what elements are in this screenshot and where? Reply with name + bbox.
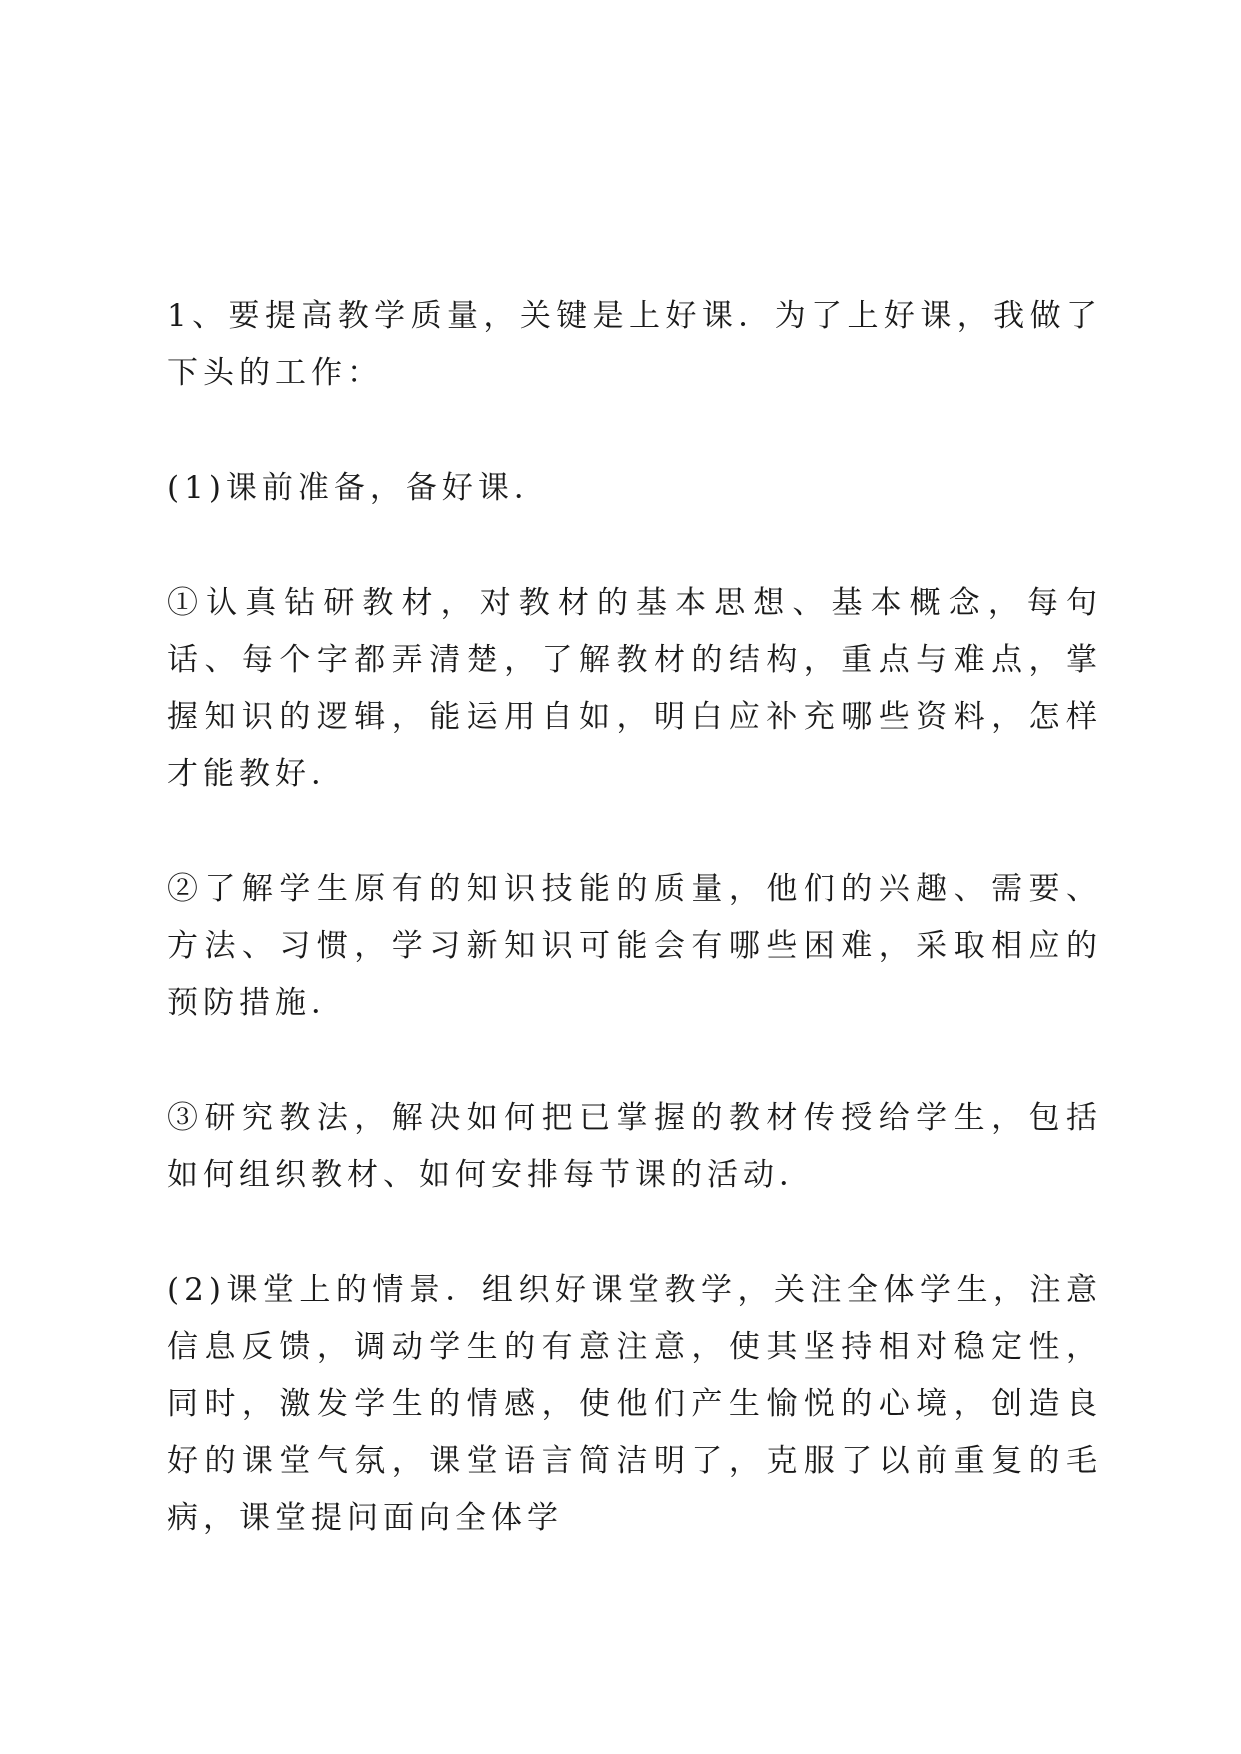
paragraph-intro: 1、要提高教学质量，关键是上好课．为了上好课，我做了下头的工作： xyxy=(167,298,1102,391)
paragraph-item-3: ③研究教法，解决如何把已掌握的教材传授给学生，包括如何组织教材、如何安排每节课的活动． xyxy=(167,1100,1102,1193)
paragraph-item-1: ①认真钻研教材，对教材的基本思想、基本概念，每句话、每个字都弄清楚，了解教材的结构，重点与难点，掌握知识的逻辑，能运用自如，明白应补充哪些资料，怎样才能教好． xyxy=(167,585,1102,792)
paragraph-item-2: ②了解学生原有的知识技能的质量，他们的兴趣、需要、方法、习惯，学习新知识可能会有哪些困难，采取相应的预防措施． xyxy=(167,871,1102,1021)
document-body xyxy=(167,288,1102,1547)
paragraph-section-1-heading: (1)课前准备，备好课． xyxy=(167,470,550,506)
paragraph-section-2: (2)课堂上的情景．组织好课堂教学，关注全体学生，注意信息反馈，调动学生的有意注意，使其坚持相对稳定性，同时，激发学生的情感，使他们产生愉悦的心境，创造良好的课堂气氛，课堂语言简洁明了，克服了以前重复的毛病，课堂提问面向全体学 xyxy=(167,1272,1102,1536)
